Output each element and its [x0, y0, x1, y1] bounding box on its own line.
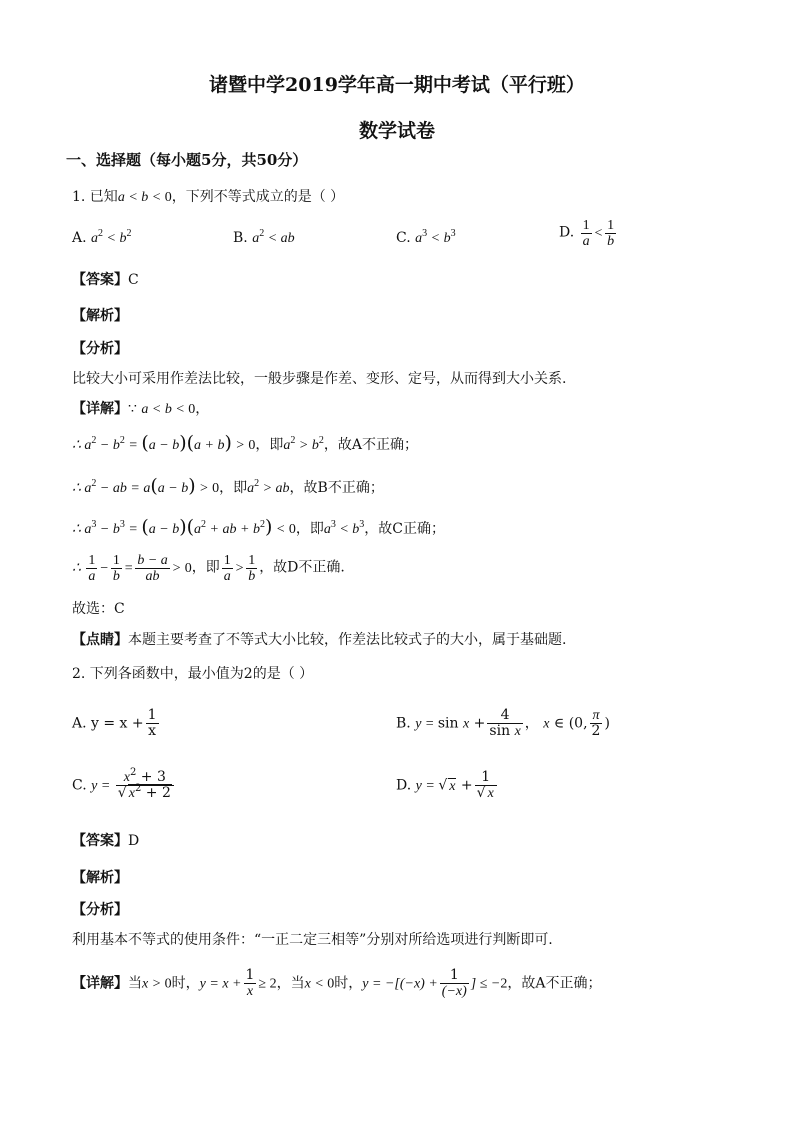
q2-option-b: B. y = sin x + $\frac{4}{\text{sin x}}$ ， x ∈ (0, $\frac{\pi}{2}$ )	[396, 707, 610, 739]
page-title: 诸暨中学2019学年高一期中考试（平行班）	[209, 74, 585, 96]
q2-detail-line1: 【详解】当x > 0时，y = x + $\frac{1}{x}$ ≥ 2，当x < 0时，y = −[(−x) + $\frac{1}{(-x)}$ ] ≤ −2，故A不正确；	[72, 967, 602, 999]
q2-option-c: C. y = $\frac{x^2 + 3}{√ x^2 + 2}$	[72, 770, 176, 801]
q1-fenxi-label: 【分析】	[72, 341, 128, 357]
q2-option-a: A. y = x + $\frac{1}{x}$	[72, 707, 157, 739]
q1-detail-line2: ∴ $a^2 - b^2 = (a - b)(a + b) > 0$，即$a^2 > b^2$，故A不正确；	[72, 432, 418, 454]
q2-option-d: D. y = √ x + $\frac{1}{√ x}$	[396, 770, 499, 801]
q1-stem-text: 1. 已知	[72, 189, 118, 205]
q1-detail-line1: 【详解】∵ a < b < 0，	[72, 401, 210, 417]
section-heading: 一、选择题（每小题5分，共50分）	[66, 151, 308, 169]
q2-jiexi-label: 【解析】	[72, 870, 128, 886]
q1-stem	[72, 187, 344, 208]
q1-stem-tail: ，下列不等式成立的是（ ）	[171, 189, 345, 205]
q1-condition-math: a < b < 0	[117, 190, 172, 205]
q1-detail-line5: ∴ $\frac{1}{a}$ − $\frac{1}{b}$ = $\frac{b - a}{ab}$ > 0，即 $\frac{1}{a}$ > $\frac{1}{b}$ ，故D不正确.	[72, 553, 345, 584]
q1-detail-line4: ∴ $a^3 - b^3 = (a - b)(a^2$ + ab + $b^2) < 0$，即$a^3 < b^3$，故C正确；	[72, 516, 445, 538]
q1-choice: 故选：C	[72, 601, 125, 617]
q1-option-a: A. $a^2 < b^2$	[72, 228, 132, 246]
q1-comment: 【点睛】本题主要考查了不等式大小比较，作差法比较式子的大小，属于基础题.	[72, 632, 567, 648]
q2-analysis: 利用基本不等式的使用条件：“一正二定三相等”分别对所给选项进行判断即可.	[72, 932, 553, 948]
q2-fenxi-label: 【分析】	[72, 902, 128, 918]
q2-stem: 2. 下列各函数中，最小值为2的是（ ）	[72, 666, 314, 682]
q1-option-b: B. $a^2$ < ab	[233, 228, 295, 246]
page-subtitle: 数学试卷	[358, 120, 435, 142]
q2-answer: 【答案】D	[72, 833, 140, 849]
q1-detail-line3: ∴ $a^2$ − ab = a(a − b) > 0，即$a^2$ > ab，故B不正确；	[72, 475, 384, 497]
q1-answer: 【答案】C	[72, 272, 139, 288]
q1-option-d: D. $\frac{1}{a}$ < $\frac{1}{b}$	[559, 218, 615, 249]
q1-analysis: 比较大小可采用作差法比较，一般步骤是作差、变形、定号，从而得到大小关系.	[72, 371, 567, 387]
q1-jiexi-label: 【解析】	[72, 308, 128, 324]
q1-option-c: C. $a^3 < b^3$	[396, 228, 456, 246]
